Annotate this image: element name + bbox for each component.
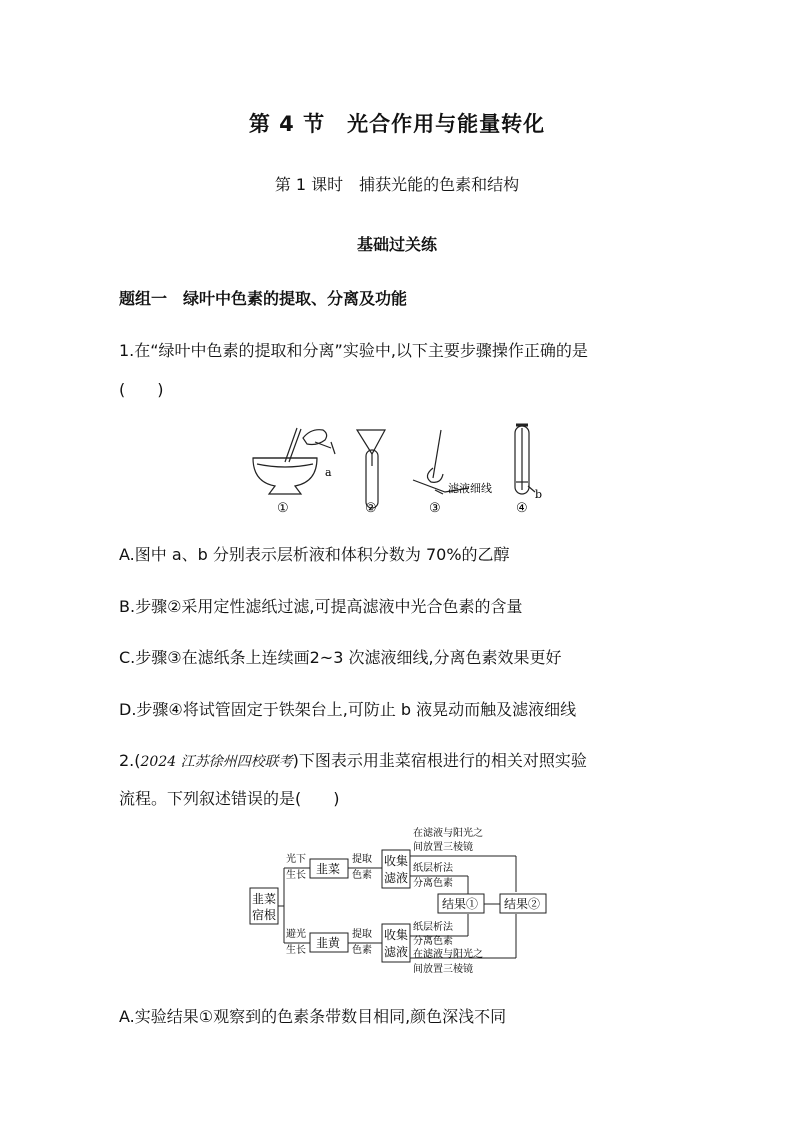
- top-paper-line1: 纸层析法: [413, 863, 453, 874]
- q2-source: 2024 江苏徐州四校联考: [140, 754, 293, 770]
- question-2-stem: [119, 748, 587, 771]
- q2-option-a: A.实验结果①观察到的色素条带数目相同,颜色深浅不同: [119, 1007, 507, 1026]
- q2-prefix: 2.(: [119, 751, 141, 770]
- bottom-condition-line1: 避光: [286, 929, 306, 940]
- q1-option-c: C.步骤③在滤纸条上连续画2~3 次滤液细线,分离色素效果更好: [119, 648, 562, 667]
- top-prism-line1: 在滤液与阳光之: [413, 828, 483, 839]
- question-2-stem-line2: 流程。下列叙述错误的是( ): [119, 789, 340, 808]
- top-collect-line2: 滤液: [384, 871, 409, 885]
- root-line2: 宿根: [252, 908, 277, 922]
- top-paper-line2: 分离色素: [413, 878, 453, 889]
- lesson-subtitle: 第 1 课时 捕获光能的色素和结构: [274, 175, 520, 194]
- q1-option-b: B.步骤②采用定性滤纸过滤,可提高滤液中光合色素的含量: [119, 597, 523, 616]
- label-b: b: [535, 488, 543, 501]
- bottom-extract-line1: 提取: [352, 929, 372, 940]
- label-a: a: [325, 466, 332, 479]
- bottom-extract-line2: 色素: [352, 945, 372, 956]
- bottom-paper-line1: 纸层析法: [413, 922, 453, 933]
- question-1-answer-blank: ( ): [119, 380, 164, 399]
- mortar: [253, 458, 317, 494]
- root-line1: 韭菜: [252, 892, 277, 906]
- label-filtrate-line: 滤液细线: [448, 482, 492, 495]
- top-prism-line2: 间放置三棱镜: [413, 842, 473, 853]
- step-1-label: ①: [277, 501, 289, 516]
- question-group-title: 题组一 绿叶中色素的提取、分离及功能: [119, 289, 408, 308]
- bottom-prism-line2: 间放置三棱镜: [413, 964, 473, 975]
- result-1-label: 结果①: [442, 897, 479, 911]
- page-title: 第 4 节 光合作用与能量转化: [248, 112, 546, 136]
- bottom-collect-line1: 收集: [384, 928, 409, 942]
- question-1-stem: 1.在“绿叶中色素的提取和分离”实验中,以下主要步骤操作正确的是: [119, 341, 588, 360]
- top-plant: 韭菜: [316, 862, 341, 876]
- q1-option-d: D.步骤④将试管固定于铁架台上,可防止 b 液晃动而触及滤液细线: [119, 700, 577, 719]
- question-1-figure: [245, 420, 555, 520]
- bottom-condition-line2: 生长: [286, 945, 306, 956]
- bottom-prism-line1: 在滤液与阳光之: [413, 949, 483, 960]
- step-4-label: ④: [516, 501, 528, 516]
- bottom-collect-line2: 滤液: [384, 945, 409, 959]
- section-heading: 基础过关练: [356, 235, 437, 254]
- top-extract-line1: 提取: [352, 854, 372, 865]
- bottom-plant: 韭黄: [316, 936, 341, 950]
- q2-stem-rest: )下图表示用韭菜宿根进行的相关对照实验: [292, 751, 587, 770]
- question-2-flowchart: [248, 826, 556, 980]
- q1-option-a: A.图中 a、b 分别表示层析液和体积分数为 70%的乙醇: [119, 545, 510, 564]
- result-2-label: 结果②: [504, 897, 541, 911]
- top-condition-line1: 光下: [286, 854, 306, 865]
- top-condition-line2: 生长: [286, 870, 306, 881]
- step-2-label: ②: [365, 501, 377, 516]
- top-extract-line2: 色素: [352, 870, 372, 881]
- top-collect-line1: 收集: [384, 854, 409, 868]
- step-3-label: ③: [429, 501, 441, 516]
- bottom-paper-line2: 分离色素: [413, 936, 453, 947]
